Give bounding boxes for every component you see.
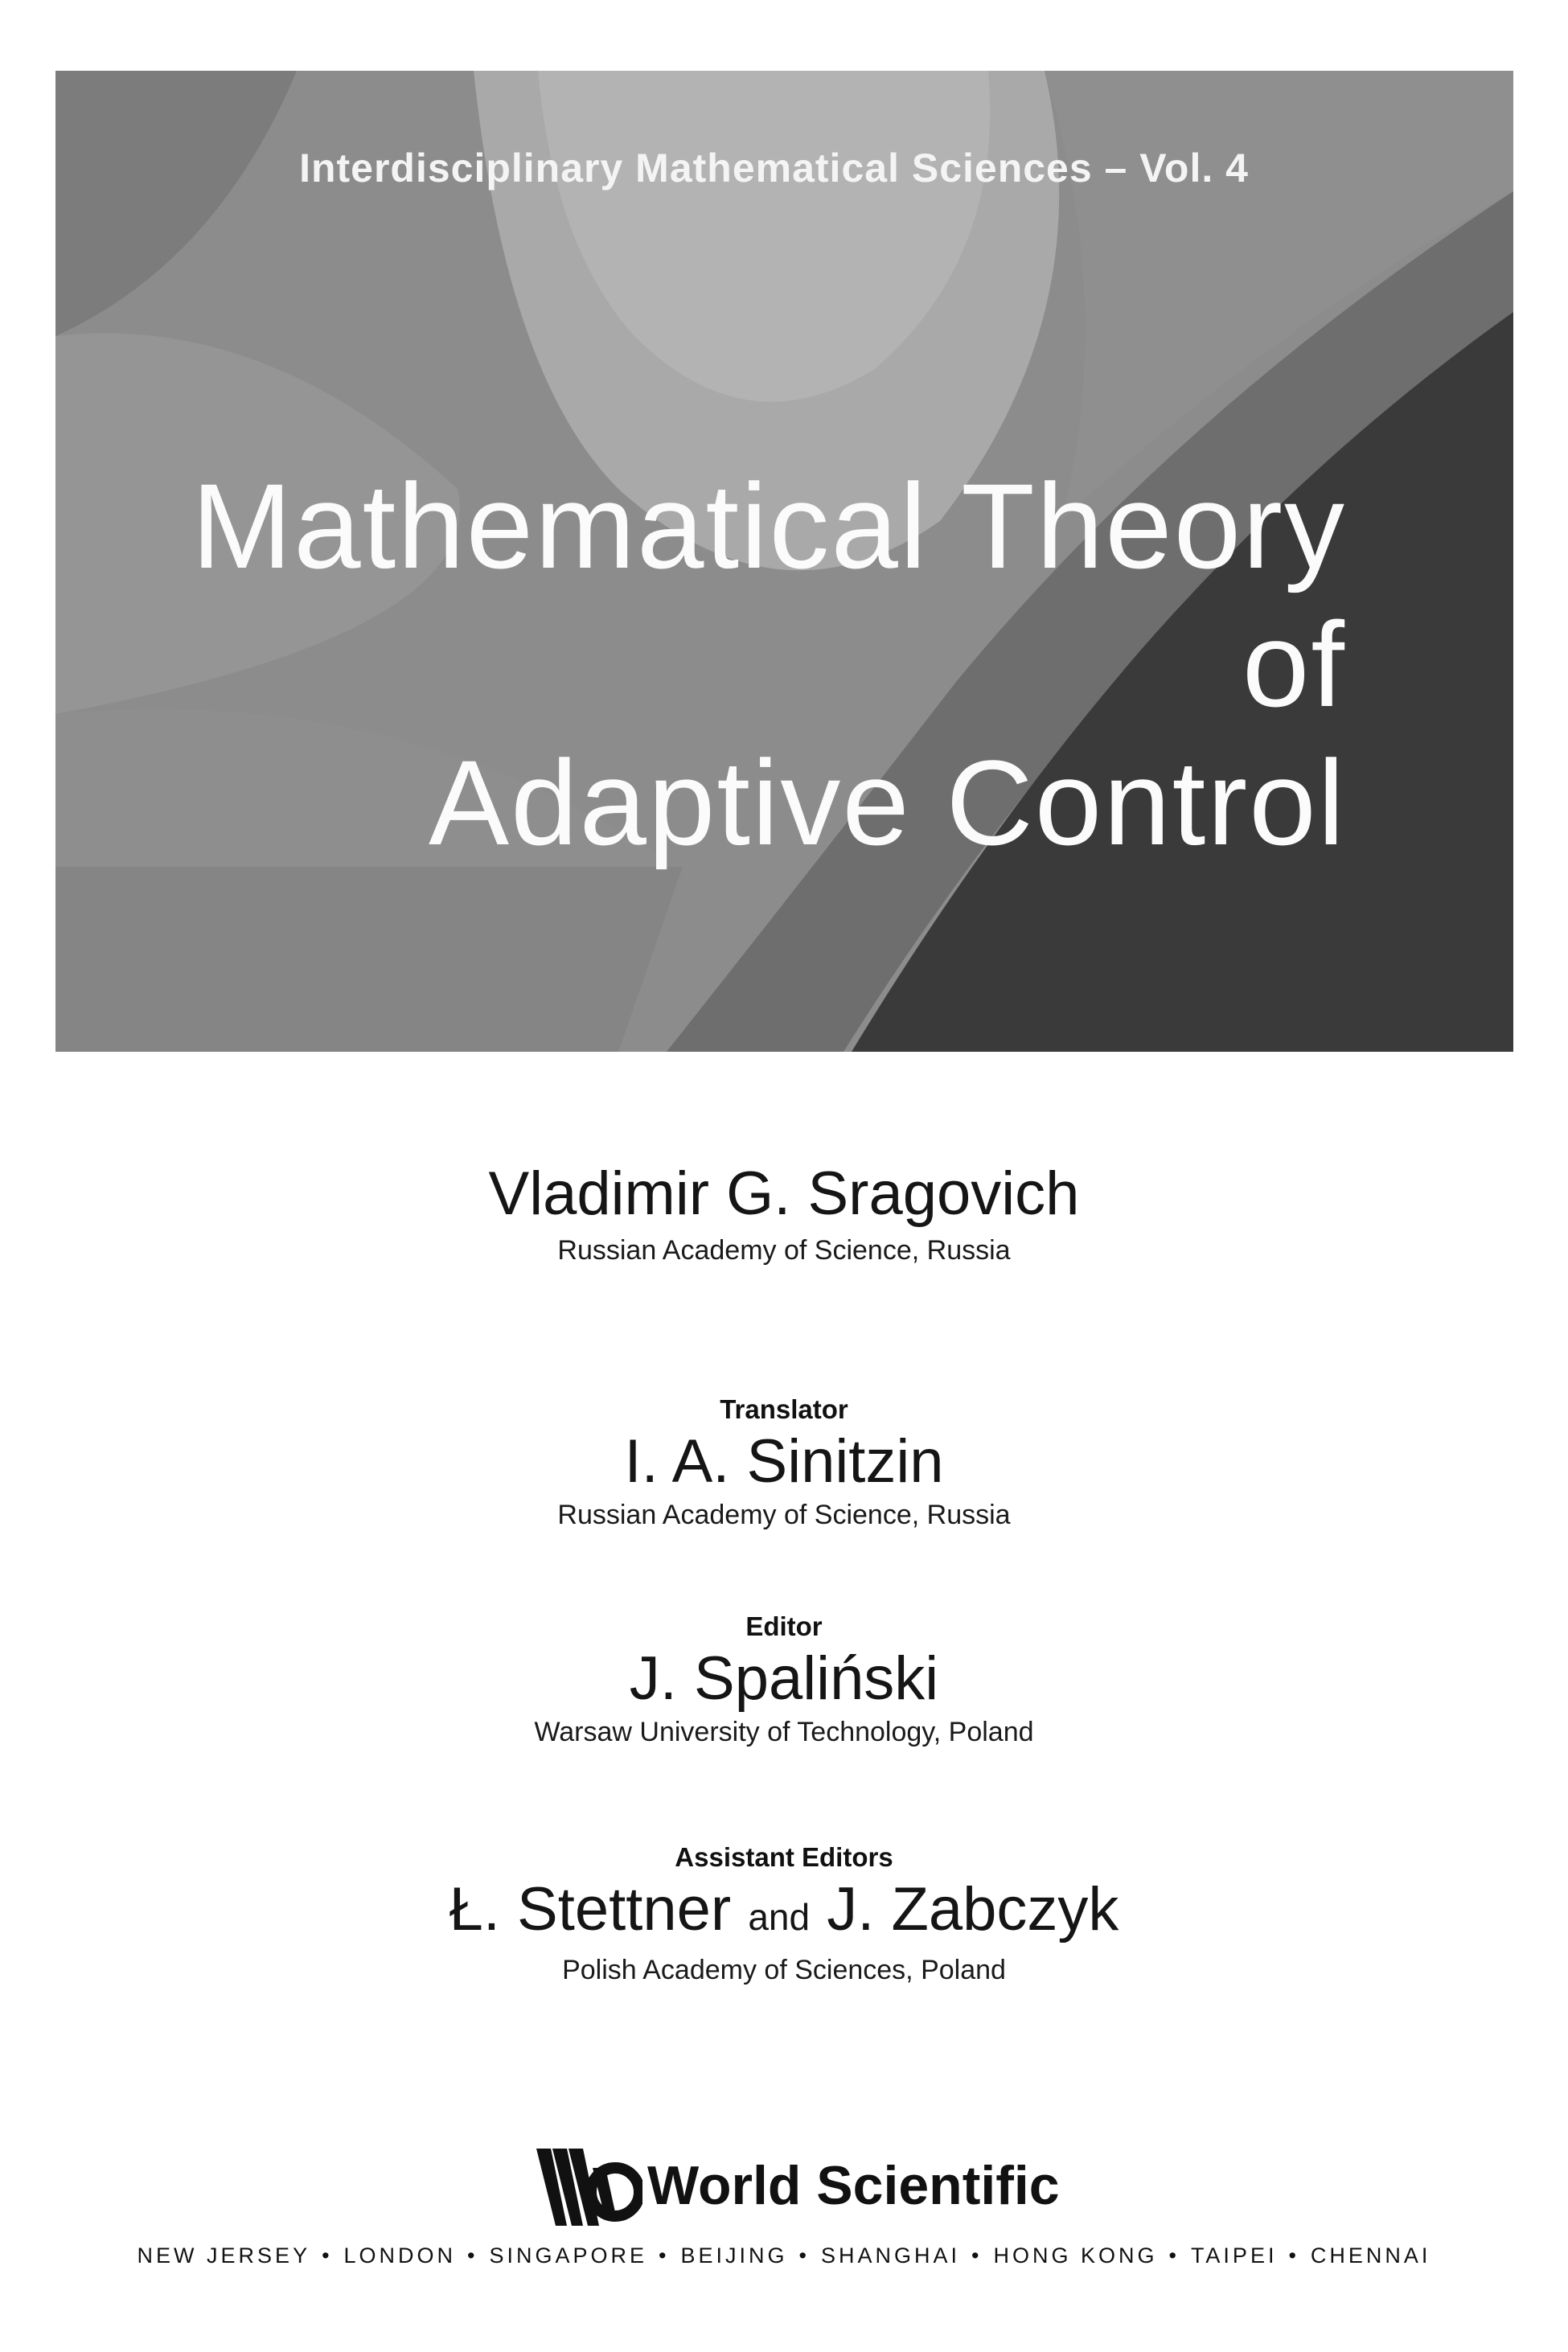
- publisher-cities: [0, 2243, 1568, 2268]
- city-separator: •: [798, 2243, 810, 2268]
- book-title-line-1: Mathematical Theory of: [191, 458, 1346, 732]
- assistant-editor-1-name: Ł. Stettner: [449, 1875, 732, 1944]
- editor-block: [0, 1611, 1568, 1749]
- city-item: CHENNAI: [1310, 2243, 1431, 2268]
- translator-affiliation: Russian Academy of Science, Russia: [557, 1500, 1011, 1530]
- series-title: Interdisciplinary Mathematical Sciences – Vol. 4: [299, 146, 1249, 191]
- city-separator: •: [1168, 2243, 1180, 2268]
- translator-role: Translator: [720, 1394, 848, 1424]
- assistant-editors-affiliation: Polish Academy of Sciences, Poland: [562, 1955, 1006, 1985]
- cover-banner: [55, 71, 1513, 1052]
- author-name: Vladimir G. Sragovich: [488, 1160, 1080, 1228]
- assistant-editors-conjunction: and: [748, 1896, 811, 1938]
- author-affiliation: Russian Academy of Science, Russia: [557, 1235, 1011, 1266]
- city-item: NEW JERSEY: [137, 2243, 311, 2268]
- world-scientific-logo-icon: [536, 2145, 642, 2234]
- city-item: LONDON: [343, 2243, 457, 2268]
- editor-role: Editor: [745, 1611, 823, 1641]
- publisher-block: [0, 2145, 1568, 2234]
- assistant-editors-role: Assistant Editors: [675, 1842, 893, 1872]
- editor-name: J. Spaliński: [629, 1644, 939, 1713]
- city-item: BEIJING: [680, 2243, 788, 2268]
- city-separator: •: [971, 2243, 983, 2268]
- translator-name: I. A. Sinitzin: [624, 1427, 944, 1496]
- author-block: [0, 1158, 1568, 1267]
- book-title: [55, 457, 1346, 872]
- city-item: SINGAPORE: [489, 2243, 648, 2268]
- publisher-name: World Scientific: [647, 2155, 1060, 2216]
- translator-block: [0, 1394, 1568, 1532]
- city-item: TAIPEI: [1190, 2243, 1278, 2268]
- city-item: SHANGHAI: [820, 2243, 961, 2268]
- city-separator: •: [322, 2243, 333, 2268]
- city-separator: •: [1288, 2243, 1299, 2268]
- assistant-editors-names: [0, 1874, 1568, 1953]
- editor-affiliation: Warsaw University of Technology, Poland: [534, 1717, 1034, 1747]
- city-separator: •: [659, 2243, 670, 2268]
- city-separator: •: [467, 2243, 478, 2268]
- city-item: HONG KONG: [993, 2243, 1158, 2268]
- assistant-editors-block: [0, 1841, 1568, 1987]
- assistant-editor-2-name: J. Zabczyk: [827, 1875, 1119, 1944]
- book-title-line-2: Adaptive Control: [429, 735, 1346, 870]
